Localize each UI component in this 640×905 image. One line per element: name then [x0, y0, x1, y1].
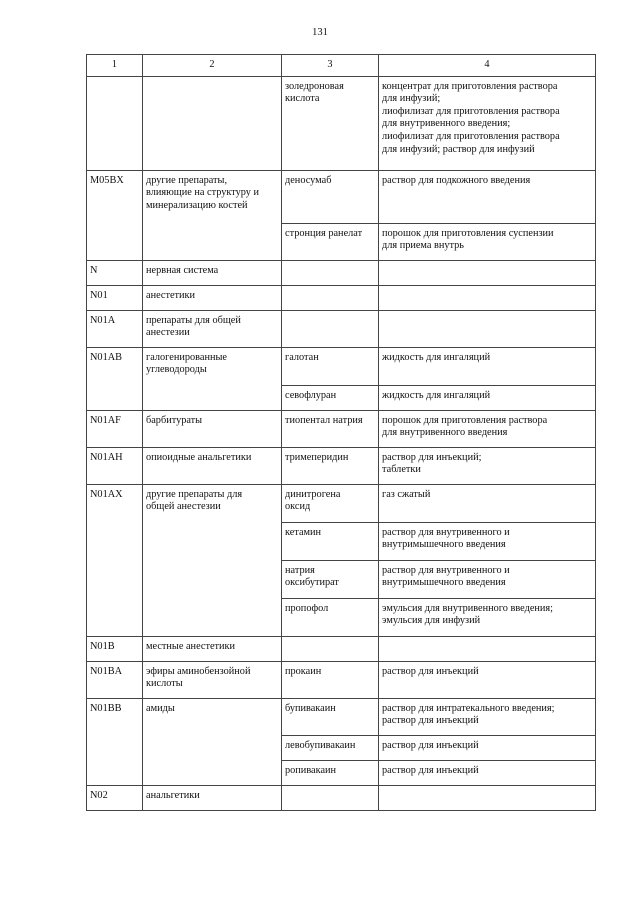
group-cell: галогенированные углеводороды [143, 347, 282, 410]
group-cell: эфиры аминобензойной кислоты [143, 661, 282, 698]
table-row [87, 76, 596, 170]
substance-cell [282, 310, 379, 347]
dosage-form-cell: раствор для внутривенного и внутримышечного введения [379, 560, 596, 598]
dosage-form-cell: жидкость для ингаляций [379, 347, 596, 385]
substance-cell [282, 785, 379, 810]
dosage-form-cell: концентрат для приготовления раствора для инфузий; лиофилизат для приготовления раствора для внутривенного введения; лиофилизат для приготовления раствора для инфузий; раствор для инфузий [379, 76, 596, 170]
dosage-form-cell [379, 285, 596, 310]
group-cell: другие препараты, влияющие на структуру и минерализацию костей [143, 170, 282, 260]
column-header-3: 3 [282, 55, 379, 77]
substance-cell: левобупивакаин [282, 735, 379, 760]
table-row [87, 410, 596, 447]
atc-code-cell: N01AX [87, 484, 143, 636]
dosage-form-cell: эмульсия для внутривенного введения; эмульсия для инфузий [379, 598, 596, 636]
drug-table [86, 54, 596, 811]
table-row [87, 484, 596, 522]
substance-cell: золедроновая кислота [282, 76, 379, 170]
table-row [87, 310, 596, 347]
substance-cell: стронция ранелат [282, 223, 379, 260]
dosage-form-cell: порошок для приготовления раствора для внутривенного введения [379, 410, 596, 447]
dosage-form-cell: раствор для инъекций [379, 735, 596, 760]
group-cell [143, 76, 282, 170]
atc-code-cell: N01AH [87, 447, 143, 484]
substance-cell [282, 260, 379, 285]
atc-code-cell: M05BX [87, 170, 143, 260]
atc-code-cell [87, 76, 143, 170]
table-row [87, 661, 596, 698]
dosage-form-cell: раствор для инъекций; таблетки [379, 447, 596, 484]
substance-cell: динитрогена оксид [282, 484, 379, 522]
atc-code-cell: N01 [87, 285, 143, 310]
substance-cell: галотан [282, 347, 379, 385]
dosage-form-cell: раствор для интратекального введения; раствор для инъекций [379, 698, 596, 735]
atc-code-cell: N01A [87, 310, 143, 347]
substance-cell [282, 636, 379, 661]
group-cell: препараты для общей анестезии [143, 310, 282, 347]
table-row [87, 347, 596, 385]
substance-cell: кетамин [282, 522, 379, 560]
group-cell: анестетики [143, 285, 282, 310]
substance-cell: деносумаб [282, 170, 379, 223]
group-cell: местные анестетики [143, 636, 282, 661]
atc-code-cell: N01AB [87, 347, 143, 410]
table-row [87, 636, 596, 661]
dosage-form-cell [379, 310, 596, 347]
table-row [87, 285, 596, 310]
atc-code-cell: N01BA [87, 661, 143, 698]
column-header-1: 1 [87, 55, 143, 77]
substance-cell: натрия оксибутират [282, 560, 379, 598]
dosage-form-cell: газ сжатый [379, 484, 596, 522]
dosage-form-cell [379, 260, 596, 285]
column-header-2: 2 [143, 55, 282, 77]
dosage-form-cell: раствор для инъекций [379, 760, 596, 785]
group-cell: другие препараты для общей анестезии [143, 484, 282, 636]
column-header-4: 4 [379, 55, 596, 77]
dosage-form-cell: раствор для внутривенного и внутримышечного введения [379, 522, 596, 560]
table-row [87, 447, 596, 484]
table-row [87, 260, 596, 285]
atc-code-cell: N02 [87, 785, 143, 810]
substance-cell: бупивакаин [282, 698, 379, 735]
group-cell: барбитураты [143, 410, 282, 447]
atc-code-cell: N01B [87, 636, 143, 661]
group-cell: амиды [143, 698, 282, 785]
dosage-form-cell: жидкость для ингаляций [379, 385, 596, 410]
dosage-form-cell [379, 785, 596, 810]
substance-cell: тримеперидин [282, 447, 379, 484]
substance-cell: прокаин [282, 661, 379, 698]
dosage-form-cell [379, 636, 596, 661]
group-cell: анальгетики [143, 785, 282, 810]
substance-cell: ропивакаин [282, 760, 379, 785]
atc-code-cell: N01AF [87, 410, 143, 447]
substance-cell: пропофол [282, 598, 379, 636]
atc-code-cell: N01BB [87, 698, 143, 785]
substance-cell: тиопентал натрия [282, 410, 379, 447]
table-row [87, 698, 596, 735]
table-row [87, 170, 596, 223]
header-row [87, 55, 596, 77]
dosage-form-cell: раствор для подкожного введения [379, 170, 596, 223]
atc-code-cell: N [87, 260, 143, 285]
group-cell: нервная система [143, 260, 282, 285]
table-row [87, 785, 596, 810]
group-cell: опиоидные анальгетики [143, 447, 282, 484]
substance-cell [282, 285, 379, 310]
page-number: 131 [312, 27, 328, 38]
dosage-form-cell: раствор для инъекций [379, 661, 596, 698]
dosage-form-cell: порошок для приготовления суспензии для приема внутрь [379, 223, 596, 260]
substance-cell: севофлуран [282, 385, 379, 410]
